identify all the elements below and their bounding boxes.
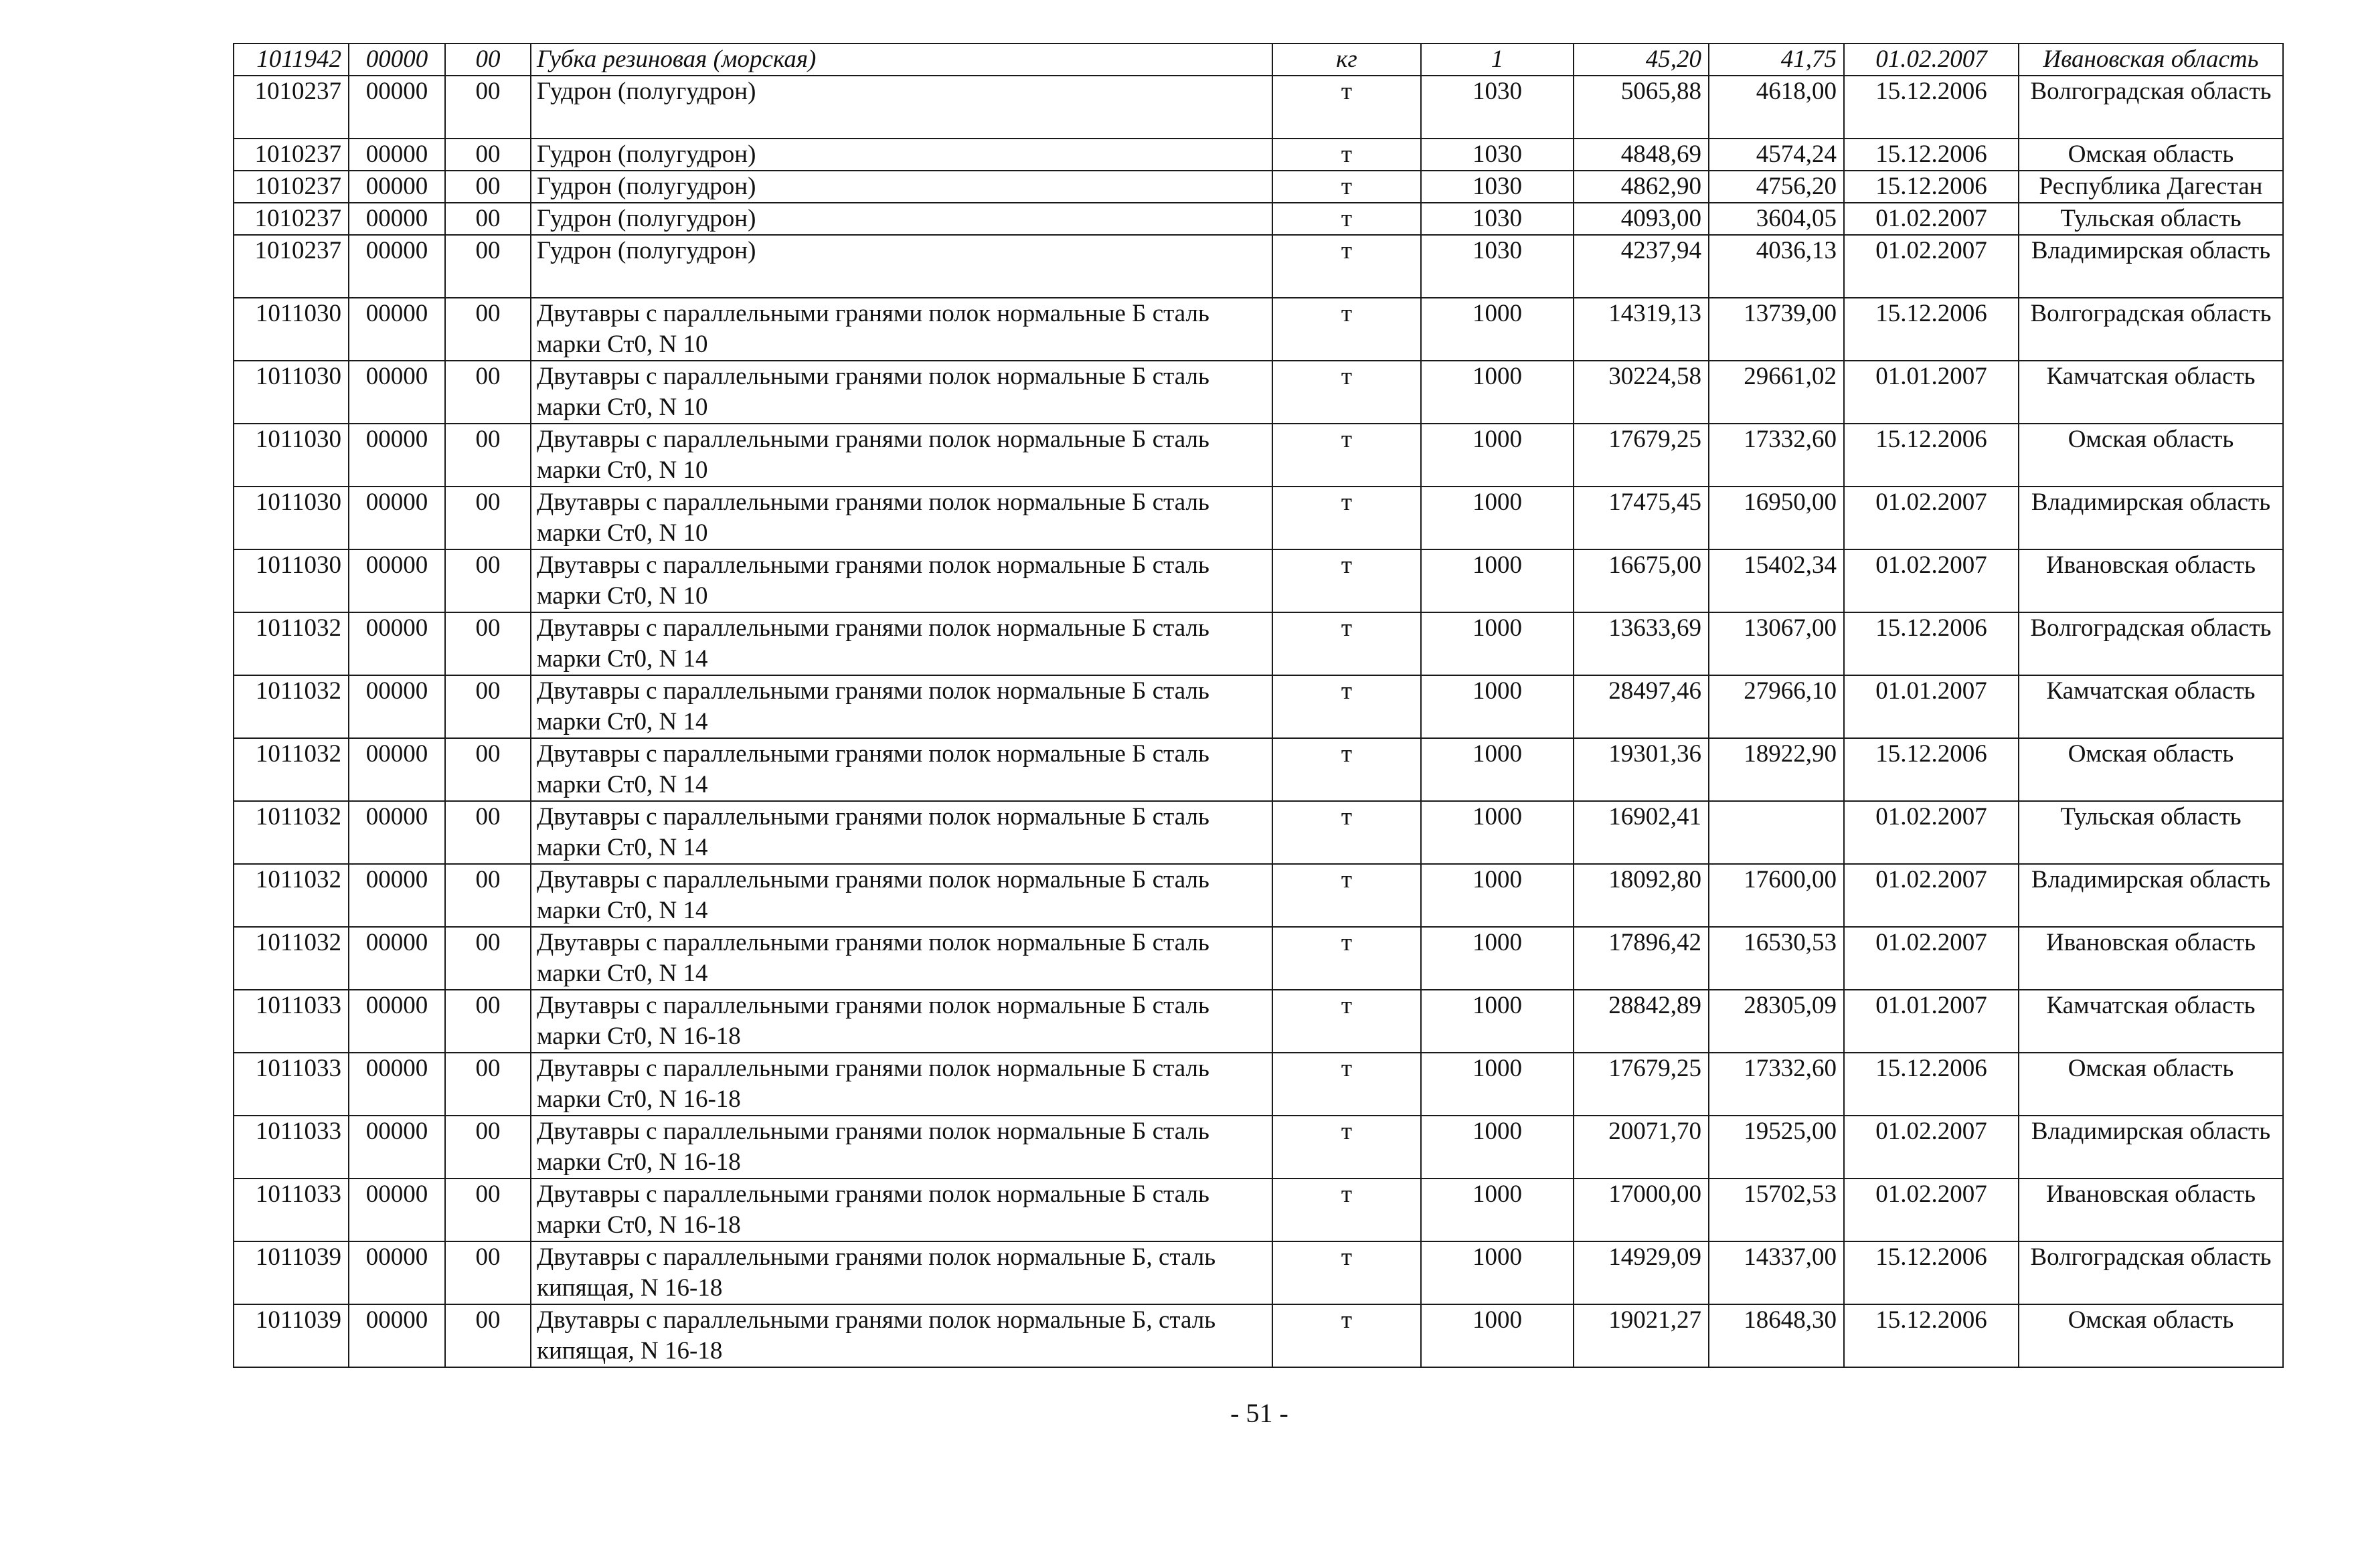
subcode2-cell: 00 — [445, 487, 531, 549]
price-cell: 16950,00 — [1709, 487, 1844, 549]
unit-cell: т — [1272, 298, 1421, 361]
table-row — [234, 1241, 2283, 1304]
table-row — [234, 487, 2283, 549]
quantity-cell: 1030 — [1421, 76, 1574, 139]
subcode-cell: 00000 — [349, 1179, 445, 1241]
date-cell: 15.12.2006 — [1844, 1304, 2019, 1367]
quantity-cell: 1000 — [1421, 549, 1574, 612]
unit-cell: т — [1272, 171, 1421, 203]
region-cell: Тульская область — [2019, 203, 2283, 235]
price-cell: 28305,09 — [1709, 990, 1844, 1053]
quantity-cell: 1000 — [1421, 1304, 1574, 1367]
subcode-cell: 00000 — [349, 1053, 445, 1116]
price-with-vat-cell: 16675,00 — [1574, 549, 1709, 612]
price-with-vat-cell: 14319,13 — [1574, 298, 1709, 361]
quantity-cell: 1030 — [1421, 139, 1574, 171]
region-cell: Владимирская область — [2019, 487, 2283, 549]
item-code-cell: 1011032 — [234, 738, 349, 801]
price-with-vat-cell: 4848,69 — [1574, 139, 1709, 171]
price-cell: 27966,10 — [1709, 675, 1844, 738]
table-row — [234, 801, 2283, 864]
subcode-cell: 00000 — [349, 298, 445, 361]
unit-cell: т — [1272, 1241, 1421, 1304]
item-code-cell: 1011033 — [234, 990, 349, 1053]
item-code-cell: 1011030 — [234, 487, 349, 549]
subcode-cell: 00000 — [349, 43, 445, 76]
subcode-cell: 00000 — [349, 171, 445, 203]
price-with-vat-cell: 4237,94 — [1574, 235, 1709, 298]
table-row — [234, 139, 2283, 171]
unit-cell: т — [1272, 738, 1421, 801]
region-cell: Владимирская область — [2019, 864, 2283, 927]
price-cell: 18922,90 — [1709, 738, 1844, 801]
item-code-cell: 1010237 — [234, 139, 349, 171]
item-name-cell: Двутавры с параллельными гранями полок нормальные Б сталь марки Ст0, N 10 — [531, 361, 1272, 424]
item-code-cell: 1011030 — [234, 298, 349, 361]
date-cell: 15.12.2006 — [1844, 1053, 2019, 1116]
date-cell: 01.02.2007 — [1844, 1179, 2019, 1241]
quantity-cell: 1000 — [1421, 1116, 1574, 1179]
unit-cell: т — [1272, 76, 1421, 139]
unit-cell: кг — [1272, 43, 1421, 76]
table-row — [234, 171, 2283, 203]
date-cell: 15.12.2006 — [1844, 139, 2019, 171]
date-cell: 15.12.2006 — [1844, 76, 2019, 139]
date-cell: 01.01.2007 — [1844, 675, 2019, 738]
subcode2-cell: 00 — [445, 675, 531, 738]
price-with-vat-cell: 20071,70 — [1574, 1116, 1709, 1179]
date-cell: 01.02.2007 — [1844, 927, 2019, 990]
quantity-cell: 1000 — [1421, 361, 1574, 424]
price-with-vat-cell: 17000,00 — [1574, 1179, 1709, 1241]
quantity-cell: 1000 — [1421, 990, 1574, 1053]
unit-cell: т — [1272, 487, 1421, 549]
item-name-cell: Двутавры с параллельными гранями полок нормальные Б сталь марки Ст0, N 14 — [531, 801, 1272, 864]
subcode-cell: 00000 — [349, 990, 445, 1053]
table-row — [234, 203, 2283, 235]
quantity-cell: 1030 — [1421, 171, 1574, 203]
region-cell: Омская область — [2019, 424, 2283, 487]
quantity-cell: 1000 — [1421, 1053, 1574, 1116]
price-cell: 17600,00 — [1709, 864, 1844, 927]
table-row — [234, 612, 2283, 675]
date-cell: 01.02.2007 — [1844, 1116, 2019, 1179]
unit-cell: т — [1272, 139, 1421, 171]
unit-cell: т — [1272, 1116, 1421, 1179]
subcode2-cell: 00 — [445, 801, 531, 864]
price-with-vat-cell: 19021,27 — [1574, 1304, 1709, 1367]
date-cell: 01.01.2007 — [1844, 990, 2019, 1053]
table-body — [234, 43, 2283, 1367]
price-with-vat-cell: 28842,89 — [1574, 990, 1709, 1053]
table-row — [234, 43, 2283, 76]
item-code-cell: 1011032 — [234, 612, 349, 675]
region-cell: Ивановская область — [2019, 549, 2283, 612]
item-name-cell: Гудрон (полугудрон) — [531, 76, 1272, 139]
item-name-cell: Двутавры с параллельными гранями полок нормальные Б сталь марки Ст0, N 10 — [531, 549, 1272, 612]
item-name-cell: Двутавры с параллельными гранями полок нормальные Б сталь марки Ст0, N 16-18 — [531, 1116, 1272, 1179]
price-with-vat-cell: 4093,00 — [1574, 203, 1709, 235]
item-code-cell: 1011039 — [234, 1304, 349, 1367]
region-cell: Волгоградская область — [2019, 298, 2283, 361]
item-name-cell: Двутавры с параллельными гранями полок нормальные Б сталь марки Ст0, N 14 — [531, 738, 1272, 801]
date-cell: 01.02.2007 — [1844, 43, 2019, 76]
date-cell: 15.12.2006 — [1844, 298, 2019, 361]
item-name-cell: Двутавры с параллельными гранями полок нормальные Б сталь марки Ст0, N 10 — [531, 487, 1272, 549]
price-with-vat-cell: 13633,69 — [1574, 612, 1709, 675]
subcode2-cell: 00 — [445, 298, 531, 361]
item-code-cell: 1011032 — [234, 864, 349, 927]
item-code-cell: 1011033 — [234, 1116, 349, 1179]
price-with-vat-cell: 28497,46 — [1574, 675, 1709, 738]
item-code-cell: 1011039 — [234, 1241, 349, 1304]
unit-cell: т — [1272, 990, 1421, 1053]
table-row — [234, 1179, 2283, 1241]
price-table — [233, 43, 2284, 1368]
item-name-cell: Гудрон (полугудрон) — [531, 235, 1272, 298]
item-name-cell: Двутавры с параллельными гранями полок нормальные Б сталь марки Ст0, N 10 — [531, 298, 1272, 361]
unit-cell: т — [1272, 1304, 1421, 1367]
table-row — [234, 738, 2283, 801]
date-cell: 01.01.2007 — [1844, 361, 2019, 424]
item-code-cell: 1011033 — [234, 1179, 349, 1241]
price-cell: 4574,24 — [1709, 139, 1844, 171]
subcode2-cell: 00 — [445, 1304, 531, 1367]
item-code-cell: 1010237 — [234, 203, 349, 235]
item-code-cell: 1010237 — [234, 171, 349, 203]
subcode-cell: 00000 — [349, 487, 445, 549]
item-code-cell: 1011942 — [234, 43, 349, 76]
unit-cell: т — [1272, 361, 1421, 424]
date-cell: 01.02.2007 — [1844, 549, 2019, 612]
quantity-cell: 1 — [1421, 43, 1574, 76]
subcode2-cell: 00 — [445, 612, 531, 675]
date-cell: 15.12.2006 — [1844, 612, 2019, 675]
price-with-vat-cell: 19301,36 — [1574, 738, 1709, 801]
region-cell: Волгоградская область — [2019, 1241, 2283, 1304]
unit-cell: т — [1272, 927, 1421, 990]
subcode-cell: 00000 — [349, 76, 445, 139]
quantity-cell: 1030 — [1421, 203, 1574, 235]
quantity-cell: 1000 — [1421, 864, 1574, 927]
table-row — [234, 1116, 2283, 1179]
region-cell: Камчатская область — [2019, 675, 2283, 738]
item-name-cell: Гудрон (полугудрон) — [531, 171, 1272, 203]
item-name-cell: Двутавры с параллельными гранями полок нормальные Б сталь марки Ст0, N 16-18 — [531, 1053, 1272, 1116]
price-cell: 15702,53 — [1709, 1179, 1844, 1241]
price-cell: 15402,34 — [1709, 549, 1844, 612]
subcode2-cell: 00 — [445, 1179, 531, 1241]
subcode2-cell: 00 — [445, 424, 531, 487]
item-name-cell: Гудрон (полугудрон) — [531, 203, 1272, 235]
region-cell: Камчатская область — [2019, 361, 2283, 424]
subcode-cell: 00000 — [349, 1304, 445, 1367]
table-row — [234, 298, 2283, 361]
unit-cell: т — [1272, 235, 1421, 298]
table-row — [234, 549, 2283, 612]
subcode2-cell: 00 — [445, 549, 531, 612]
date-cell: 15.12.2006 — [1844, 424, 2019, 487]
price-with-vat-cell: 16902,41 — [1574, 801, 1709, 864]
region-cell: Волгоградская область — [2019, 612, 2283, 675]
price-cell: 17332,60 — [1709, 1053, 1844, 1116]
price-cell: 4036,13 — [1709, 235, 1844, 298]
subcode2-cell: 00 — [445, 235, 531, 298]
price-with-vat-cell: 17679,25 — [1574, 424, 1709, 487]
item-name-cell: Двутавры с параллельными гранями полок нормальные Б сталь марки Ст0, N 10 — [531, 424, 1272, 487]
item-name-cell: Двутавры с параллельными гранями полок нормальные Б сталь марки Ст0, N 14 — [531, 675, 1272, 738]
item-name-cell: Двутавры с параллельными гранями полок нормальные Б сталь марки Ст0, N 14 — [531, 927, 1272, 990]
subcode-cell: 00000 — [349, 549, 445, 612]
unit-cell: т — [1272, 1179, 1421, 1241]
table-row — [234, 424, 2283, 487]
subcode2-cell: 00 — [445, 1241, 531, 1304]
subcode2-cell: 00 — [445, 738, 531, 801]
price-with-vat-cell: 5065,88 — [1574, 76, 1709, 139]
price-with-vat-cell: 4862,90 — [1574, 171, 1709, 203]
item-name-cell: Двутавры с параллельными гранями полок нормальные Б, сталь кипящая, N 16-18 — [531, 1241, 1272, 1304]
unit-cell: т — [1272, 424, 1421, 487]
subcode2-cell: 00 — [445, 990, 531, 1053]
item-code-cell: 1011030 — [234, 361, 349, 424]
item-name-cell: Двутавры с параллельными гранями полок нормальные Б сталь марки Ст0, N 16-18 — [531, 990, 1272, 1053]
item-code-cell: 1011032 — [234, 801, 349, 864]
subcode-cell: 00000 — [349, 738, 445, 801]
price-cell: 4756,20 — [1709, 171, 1844, 203]
subcode-cell: 00000 — [349, 139, 445, 171]
item-name-cell: Гудрон (полугудрон) — [531, 139, 1272, 171]
subcode-cell: 00000 — [349, 235, 445, 298]
item-code-cell: 1011033 — [234, 1053, 349, 1116]
item-name-cell: Двутавры с параллельными гранями полок нормальные Б сталь марки Ст0, N 16-18 — [531, 1179, 1272, 1241]
region-cell: Ивановская область — [2019, 43, 2283, 76]
subcode-cell: 00000 — [349, 361, 445, 424]
quantity-cell: 1000 — [1421, 801, 1574, 864]
subcode-cell: 00000 — [349, 612, 445, 675]
page-number: - 51 - — [1230, 1398, 1288, 1428]
price-with-vat-cell: 17896,42 — [1574, 927, 1709, 990]
table-row — [234, 361, 2283, 424]
subcode2-cell: 00 — [445, 76, 531, 139]
unit-cell: т — [1272, 864, 1421, 927]
date-cell: 01.02.2007 — [1844, 864, 2019, 927]
subcode-cell: 00000 — [349, 203, 445, 235]
quantity-cell: 1000 — [1421, 1241, 1574, 1304]
subcode-cell: 00000 — [349, 864, 445, 927]
region-cell: Омская область — [2019, 738, 2283, 801]
date-cell: 01.02.2007 — [1844, 235, 2019, 298]
subcode-cell: 00000 — [349, 1116, 445, 1179]
quantity-cell: 1000 — [1421, 675, 1574, 738]
price-cell: 14337,00 — [1709, 1241, 1844, 1304]
quantity-cell: 1000 — [1421, 738, 1574, 801]
table-row — [234, 864, 2283, 927]
table-row — [234, 76, 2283, 139]
price-cell: 4618,00 — [1709, 76, 1844, 139]
date-cell: 15.12.2006 — [1844, 1241, 2019, 1304]
unit-cell: т — [1272, 1053, 1421, 1116]
region-cell: Омская область — [2019, 1304, 2283, 1367]
unit-cell: т — [1272, 801, 1421, 864]
quantity-cell: 1000 — [1421, 1179, 1574, 1241]
table-row — [234, 1053, 2283, 1116]
item-code-cell: 1011032 — [234, 927, 349, 990]
table-row — [234, 927, 2283, 990]
region-cell: Владимирская область — [2019, 1116, 2283, 1179]
item-code-cell: 1011030 — [234, 424, 349, 487]
table-row — [234, 1304, 2283, 1367]
item-code-cell: 1010237 — [234, 235, 349, 298]
subcode-cell: 00000 — [349, 675, 445, 738]
region-cell: Омская область — [2019, 1053, 2283, 1116]
quantity-cell: 1000 — [1421, 927, 1574, 990]
unit-cell: т — [1272, 549, 1421, 612]
quantity-cell: 1030 — [1421, 235, 1574, 298]
region-cell: Волгоградская область — [2019, 76, 2283, 139]
price-cell: 16530,53 — [1709, 927, 1844, 990]
quantity-cell: 1000 — [1421, 612, 1574, 675]
price-with-vat-cell: 17679,25 — [1574, 1053, 1709, 1116]
price-cell: 18648,30 — [1709, 1304, 1844, 1367]
item-name-cell: Двутавры с параллельными гранями полок нормальные Б сталь марки Ст0, N 14 — [531, 864, 1272, 927]
subcode-cell: 00000 — [349, 801, 445, 864]
price-cell: 3604,05 — [1709, 203, 1844, 235]
price-with-vat-cell: 17475,45 — [1574, 487, 1709, 549]
price-cell: 19525,00 — [1709, 1116, 1844, 1179]
date-cell: 01.02.2007 — [1844, 801, 2019, 864]
price-with-vat-cell: 18092,80 — [1574, 864, 1709, 927]
unit-cell: т — [1272, 612, 1421, 675]
item-name-cell: Двутавры с параллельными гранями полок нормальные Б сталь марки Ст0, N 14 — [531, 612, 1272, 675]
quantity-cell: 1000 — [1421, 298, 1574, 361]
subcode2-cell: 00 — [445, 43, 531, 76]
price-cell — [1709, 801, 1844, 864]
subcode-cell: 00000 — [349, 424, 445, 487]
region-cell: Ивановская область — [2019, 927, 2283, 990]
region-cell: Омская область — [2019, 139, 2283, 171]
unit-cell: т — [1272, 203, 1421, 235]
subcode2-cell: 00 — [445, 1053, 531, 1116]
price-cell: 29661,02 — [1709, 361, 1844, 424]
subcode2-cell: 00 — [445, 361, 531, 424]
item-name-cell: Двутавры с параллельными гранями полок нормальные Б, сталь кипящая, N 16-18 — [531, 1304, 1272, 1367]
quantity-cell: 1000 — [1421, 487, 1574, 549]
date-cell: 15.12.2006 — [1844, 171, 2019, 203]
subcode-cell: 00000 — [349, 927, 445, 990]
item-code-cell: 1011032 — [234, 675, 349, 738]
quantity-cell: 1000 — [1421, 424, 1574, 487]
date-cell: 01.02.2007 — [1844, 203, 2019, 235]
subcode2-cell: 00 — [445, 864, 531, 927]
price-cell: 13067,00 — [1709, 612, 1844, 675]
table-row — [234, 675, 2283, 738]
region-cell: Камчатская область — [2019, 990, 2283, 1053]
table-row — [234, 235, 2283, 298]
item-code-cell: 1010237 — [234, 76, 349, 139]
subcode2-cell: 00 — [445, 139, 531, 171]
date-cell: 15.12.2006 — [1844, 738, 2019, 801]
item-name-cell: Губка резиновая (морская) — [531, 43, 1272, 76]
price-with-vat-cell: 14929,09 — [1574, 1241, 1709, 1304]
subcode2-cell: 00 — [445, 171, 531, 203]
subcode-cell: 00000 — [349, 1241, 445, 1304]
unit-cell: т — [1272, 675, 1421, 738]
price-with-vat-cell: 30224,58 — [1574, 361, 1709, 424]
region-cell: Владимирская область — [2019, 235, 2283, 298]
subcode2-cell: 00 — [445, 203, 531, 235]
subcode2-cell: 00 — [445, 927, 531, 990]
region-cell: Тульская область — [2019, 801, 2283, 864]
price-cell: 13739,00 — [1709, 298, 1844, 361]
region-cell: Республика Дагестан — [2019, 171, 2283, 203]
price-cell: 41,75 — [1709, 43, 1844, 76]
subcode2-cell: 00 — [445, 1116, 531, 1179]
region-cell: Ивановская область — [2019, 1179, 2283, 1241]
item-code-cell: 1011030 — [234, 549, 349, 612]
date-cell: 01.02.2007 — [1844, 487, 2019, 549]
price-with-vat-cell: 45,20 — [1574, 43, 1709, 76]
table-row — [234, 990, 2283, 1053]
price-cell: 17332,60 — [1709, 424, 1844, 487]
